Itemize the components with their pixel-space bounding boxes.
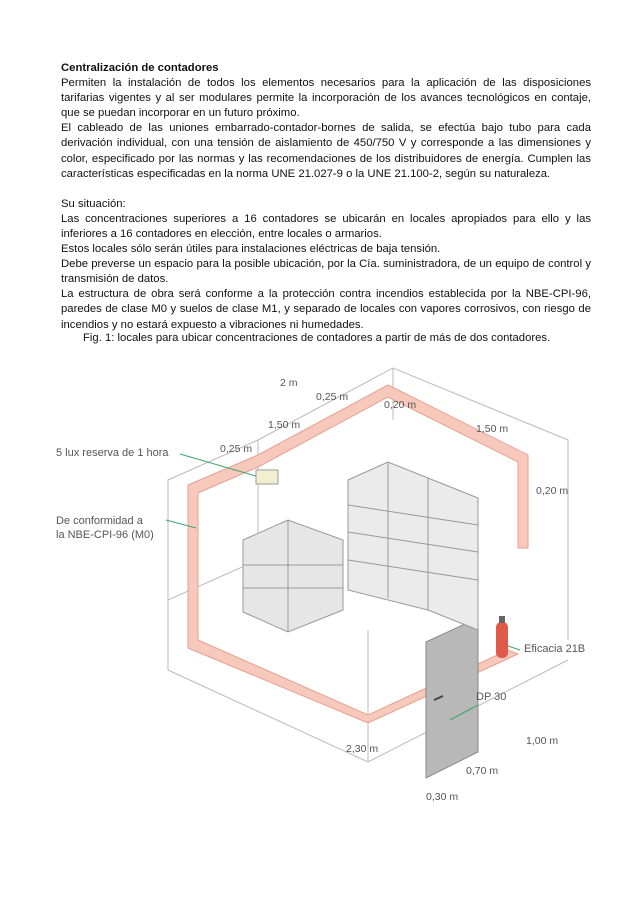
emergency-light-icon: [256, 470, 278, 484]
dim-150-top: 1,50 m: [268, 419, 301, 431]
dim-2m: 2 m: [280, 377, 298, 389]
label-conformity-1: De conformidad a: [56, 515, 143, 527]
section-title: Centralización de contadores: [61, 62, 219, 74]
dim-070: 0,70 m: [466, 765, 499, 777]
dim-020-top: 0,20 m: [384, 399, 417, 411]
dim-230: 2,30 m: [346, 743, 379, 755]
paragraph: Estos locales sólo serán útiles para instalaciones eléctricas de baja tensión.: [61, 243, 441, 256]
fire-extinguisher-icon: [496, 616, 508, 658]
dim-025-left: 0,25 m: [220, 443, 253, 455]
dim-025-right: 0,25 m: [316, 391, 349, 403]
meter-room-figure: [48, 360, 608, 830]
dim-020-right: 0,20 m: [536, 485, 569, 497]
dim-030: 0,30 m: [426, 791, 459, 803]
door-icon: [426, 618, 478, 778]
label-door: DP 30: [476, 691, 507, 703]
label-extinguisher: Eficacia 21B: [524, 643, 586, 655]
figure-caption: Fig. 1: locales para ubicar concentraciones de contadores a partir de más de dos contadores.: [83, 332, 551, 344]
paragraph: Las concentraciones superiores a 16 contadores se ubicarán en locales apropiados para ello y las inferiores a 16 contadores en elección, entre locales o armarios.: [61, 212, 591, 240]
meter-cabinets-right: [348, 462, 478, 630]
dim-150-right: 1,50 m: [476, 423, 509, 435]
paragraph: Su situación:: [61, 197, 126, 210]
paragraph: El cableado de las uniones embarrado-contador-bornes de salida, se efectúa bajo tubo para cada derivación individual, con una tensión de aislamiento de 450/750 V y corresponde a las dimensiones y color, especificado por las normas y las recomendaciones de los distribuidores de energía. Cumplen las características especificadas en la norma UNE 21.027-9 o la UNE 21.100-2, según su naturaleza.: [61, 122, 591, 180]
meter-cabinets-left: [243, 520, 343, 632]
body-text: [61, 61, 591, 333]
paragraph: Permiten la instalación de todos los elementos necesarios para la aplicación de las disposiciones tarifarias vigentes y al ser modulares permite la incorporación de los avances tecnológicos en contaje, que se puedan incorporar en un futuro próximo.: [61, 77, 591, 120]
paragraph: La estructura de obra será conforme a la protección contra incendios establecida por la NBE-CPI-96, paredes de clase M0 y suelos de clase M1, y separado de locales con vapores corrosivos, con riesgo de incendios y no estará expuesto a vibraciones ni humedades.: [61, 288, 591, 331]
label-conformity-2: la NBE-CPI-96 (M0): [56, 529, 154, 541]
label-emergency-light: 5 lux reserva de 1 hora: [56, 447, 169, 459]
paragraph: Debe preverse un espacio para la posible ubicación, por la Cía. suministradora, de un equipo de control y transmisión de datos.: [61, 258, 591, 286]
dim-100: 1,00 m: [526, 735, 559, 747]
